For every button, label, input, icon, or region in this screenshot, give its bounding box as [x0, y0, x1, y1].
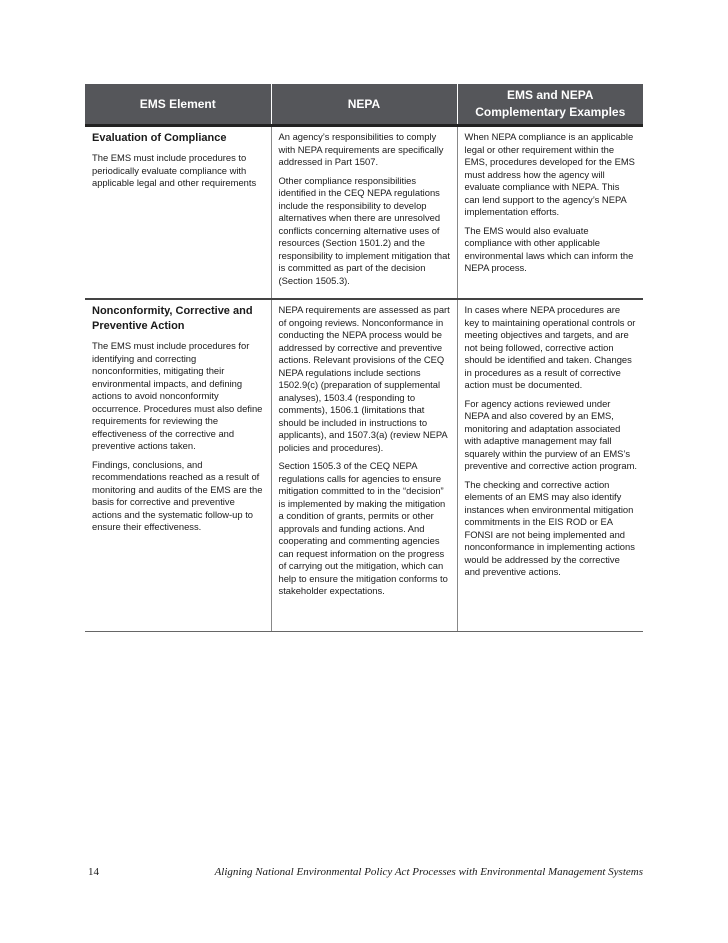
table-header-row — [85, 84, 643, 126]
comparison-table-container — [85, 84, 643, 632]
comparison-table — [85, 84, 643, 632]
example-text: The checking and corrective action elements of an EMS may also identify instances when environmental mitigation commitments in the EIS ROD or EA FONSI are not being implemented and nonconformance in implementing actions would be addressed by the corrective and preventive actions. — [464, 478, 635, 577]
example-text: The EMS would also evaluate compliance with other applicable environmental laws which can inform the NEPA process. — [464, 224, 634, 273]
ems-element-cell — [85, 126, 271, 300]
nepa-cell — [271, 299, 457, 632]
ems-requirement-text: The EMS must include procedures for identifying and correcting nonconformities, mitigating their environmental impacts, and defining actions to avoid nonconformity occurrence. Procedures must also define requirements for reviewing the effectiveness of the corrective and preventive actions taken. — [92, 340, 263, 451]
table-row — [85, 299, 643, 632]
header-col3-line2: Complementary Examples — [475, 105, 626, 119]
header-col3-line1: EMS and NEPA — [507, 88, 594, 102]
element-title: Evaluation of Compliance — [92, 132, 227, 144]
running-title: Aligning National Environmental Policy Act Processes with Environmental Management Systems — [214, 866, 643, 878]
example-text: In cases where NEPA procedures are key to maintaining operational controls or meeting objectives and targets, and are not being followed, corrective action should be identified and taken. Changes in procedures as a result of corrective action must be documented. — [464, 304, 636, 390]
example-text: When NEPA compliance is an applicable legal or other requirement within the EMS, procedures developed for the EMS must address how the agency will evaluate compliance with NEPA. This can lend support to the agency’s NEPA implementation efforts. — [464, 131, 635, 217]
page-number: 14 — [88, 866, 99, 878]
nepa-text: Other compliance responsibilities identified in the CEQ NEPA regulations include the responsibility to develop alternatives when there are unresolved conflicts concerning alternative uses of resources (Section 1501.2) and the responsibility to implement mitigation that is committed as part of the decision (Section 1505.3). — [278, 174, 450, 286]
nepa-text: An agency’s responsibilities to comply with NEPA requirements are specifically addressed in Part 1507. — [278, 131, 444, 167]
ems-element-cell — [85, 299, 271, 632]
nepa-text: NEPA requirements are assessed as part of ongoing reviews. Nonconformance in conducting the NEPA process would be addressed by corrective and preventive actions. Relevant provisions of the CEQ NEPA regulations include sections 1502.9(c) (preparation of supplemental analyses), 1503.4 (responding to comments), 1506.1 (limitations that should be included in instructions to applicants), and 1507.3(a) (review NEPA policies and procedures). — [278, 304, 450, 453]
examples-cell — [457, 126, 643, 300]
nepa-cell — [271, 126, 457, 300]
ems-requirement-text: Findings, conclusions, and recommendations reached as a result of monitoring and audits of the EMS are the basis for corrective and preventive actions and the systematic follow-up to ensure their effectiveness. — [92, 458, 263, 532]
header-ems-element: EMS Element — [85, 84, 271, 126]
page-footer — [88, 866, 643, 884]
example-text: For agency actions reviewed under NEPA and also covered by an EMS, monitoring and adaptation associated with adaptive management may fall squarely within the purview of an EMS’s preventive and corrective action program. — [464, 397, 637, 471]
examples-cell — [457, 299, 643, 632]
element-title: Nonconformity, Corrective and Preventive Action — [92, 305, 253, 332]
header-nepa: NEPA — [271, 84, 457, 126]
ems-requirement-text: The EMS must include procedures to periodically evaluate compliance with applicable legal and other requirements — [92, 152, 257, 188]
header-complementary-examples — [457, 84, 643, 126]
table-row — [85, 126, 643, 300]
nepa-text: Section 1505.3 of the CEQ NEPA regulations calls for agencies to ensure mitigation committed to in the “decision” is implemented by making the mitigation a condition of grants, permits or other approvals and funding actions. And cooperating and commenting agencies can request information on the progress of carrying out the mitigation, which can help to ensure the mitigation conforms to stakeholder expectations. — [278, 460, 448, 596]
